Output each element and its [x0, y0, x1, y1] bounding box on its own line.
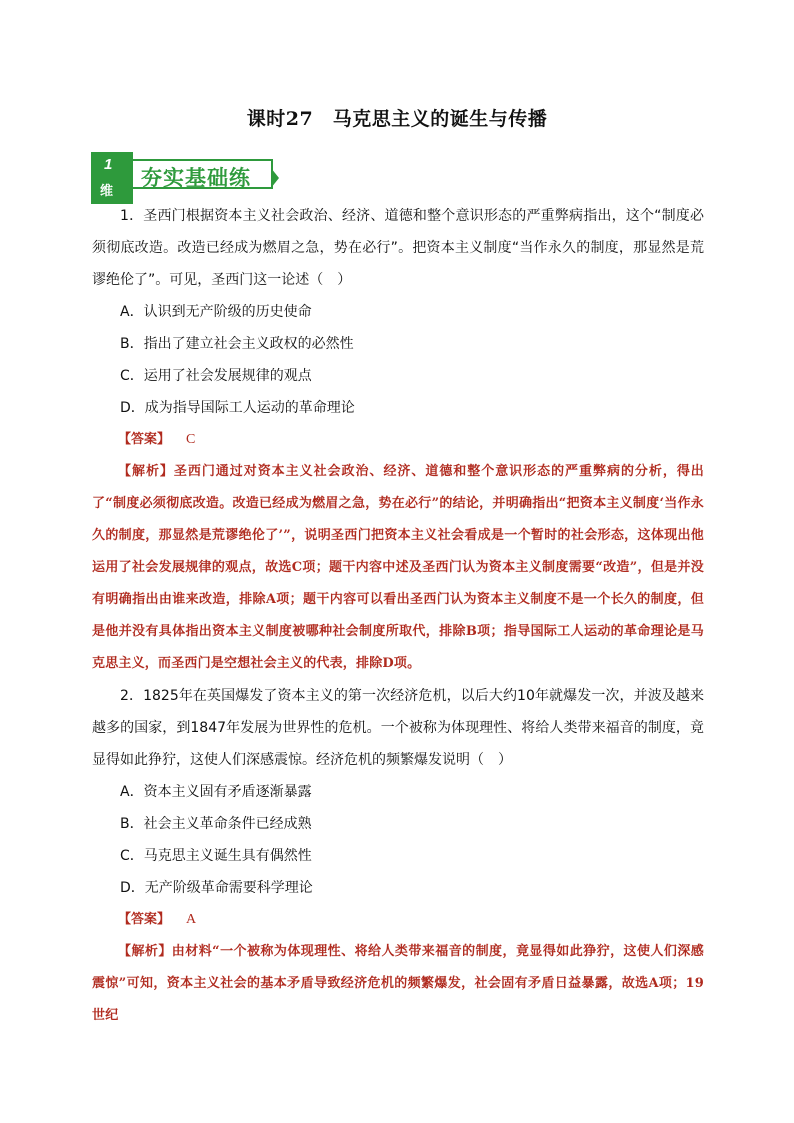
answer-label: 【答案】	[118, 912, 171, 927]
banner-arrow-icon	[271, 168, 279, 188]
answer-line	[92, 904, 704, 936]
option-c: C．运用了社会发展规律的观点	[120, 368, 312, 384]
question-2	[92, 680, 704, 1032]
answer-value: C	[186, 432, 196, 447]
page-title: 课时27 马克思主义的诞生与传播	[246, 108, 548, 130]
answer-line	[92, 424, 704, 456]
question-stem: 1．圣西门根据资本主义社会政治、经济、道德和整个意识形态的严重弊病指出，这个“制度必须彻底改造。改造已经成为燃眉之急，势在必行”。把资本主义制度“当作永久的制度，那显然是荒谬绝伦了”。可见，圣西门这一论述（ ）	[92, 208, 704, 288]
answer-label: 【答案】	[118, 432, 171, 447]
option-c: C．马克思主义诞生具有偶然性	[120, 848, 312, 864]
section-badge	[91, 152, 133, 204]
section-label: 夯实基础练	[141, 166, 251, 190]
content-area	[92, 200, 704, 1032]
answer-value: A	[186, 912, 197, 927]
question-1	[92, 200, 704, 680]
option-a: A．资本主义固有矛盾逐渐暴露	[120, 784, 312, 800]
section-banner	[91, 152, 291, 204]
section-badge-number: 1	[104, 156, 113, 173]
option-b: B．指出了建立社会主义政权的必然性	[120, 336, 354, 352]
option-d: D．无产阶级革命需要科学理论	[120, 880, 313, 896]
option-b: B．社会主义革命条件已经成熟	[120, 816, 312, 832]
question-stem: 2．1825年在英国爆发了资本主义的第一次经济危机，以后大约10年就爆发一次，并波及越来越多的国家，到1847年发展为世界性的危机。一个被称为体现理性、将给人类带来福音的制度，竟显得如此狰狞，这使人们深感震惊。经济危机的频繁爆发说明（ ）	[92, 688, 704, 768]
explanation: 【解析】圣西门通过对资本主义社会政治、经济、道德和整个意识形态的严重弊病的分析，得出了“制度必须彻底改造。改造已经成为燃眉之急，势在必行”的结论，并明确指出“把资本主义制度‘当作永久的制度，那显然是荒谬绝伦了’”，说明圣西门把资本主义社会看成是一个暂时的社会形态，这体现出他运用了社会发展规律的观点，故选C项；题干内容中述及圣西门认为资本主义制度需要“改造”，但是并没有明确指出由谁来改造，排除A项；题干内容可以看出圣西门认为资本主义制度不是一个长久的制度，但是他并没有具体指出资本主义制度被哪种社会制度所取代，排除B项；指导国际工人运动的革命理论是马克思主义，而圣西门是空想社会主义的代表，排除D项。	[92, 464, 704, 671]
section-label-tab	[133, 159, 273, 189]
option-a: A．认识到无产阶级的历史使命	[120, 304, 312, 320]
option-d: D．成为指导国际工人运动的革命理论	[120, 400, 355, 416]
section-badge-label: 维	[100, 184, 114, 199]
explanation: 【解析】由材料“一个被称为体现理性、将给人类带来福音的制度，竟显得如此狰狞，这使人们深感震惊”可知，资本主义社会的基本矛盾导致经济危机的频繁爆发，社会固有矛盾日益暴露，故选A项；19世纪	[92, 944, 704, 1023]
